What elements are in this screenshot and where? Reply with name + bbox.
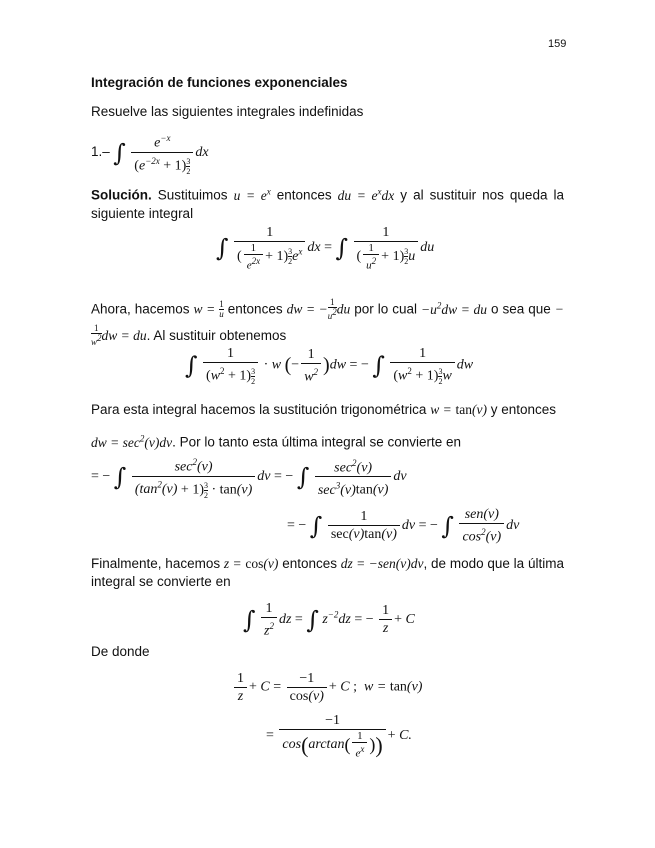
solution-text-1: Sustituimos <box>157 187 228 203</box>
equation-5: ∫ $\frac{1}{z^2}$ dz = ∫ $z^{-2}dz$ = − $\frac{1}{z}$ + C <box>243 601 415 639</box>
sub-u: $u = e^x$ <box>233 186 271 203</box>
section-heading: Integración de funciones exponenciales <box>91 75 348 90</box>
solution-paragraph <box>91 182 564 223</box>
equation-1: ∫ 1 ( $\frac{1}{e^{2x}}$ + 1) $\frac{3}{2}$ $e^x$ dx = ∫ 1 ( $\frac{1}{u^2}$ + 1) $\frac{3}{2}$ u du <box>216 225 435 272</box>
problem-label: 1.– <box>91 144 110 160</box>
paragraph-4: Finalmente, hacemos z = cos(v) entonces dz = −sen(v)dv, de modo que la última integral se convierte en <box>91 556 564 589</box>
solution-text-2: entonces <box>276 187 332 203</box>
sub-du: du = $e^xdx$ <box>337 186 395 203</box>
equation-7: = −1 cos(arctan( $\frac{1}{e^x}$ )) + C. <box>266 713 412 760</box>
instructions: Resuelve las siguientes integrales indefinidas <box>91 104 364 119</box>
problem-integral: 1.– ∫ $e^{-x}$ $(e^{-2x} + 1)$ $\frac{3}{2}$ dx <box>91 130 209 176</box>
equation-6: $\frac{1}{z}$ + C = $\frac{-1}{\cos(v)}$ + C ; w = tan(v) <box>232 670 422 705</box>
page-number: 159 <box>548 38 567 50</box>
equation-4: = − ∫ $\frac{1}{\sec(v)\tan(v)}$ dv = − ∫ $\frac{\text{sen(v)}}{\cos^2(v)}$ dv <box>287 507 520 545</box>
equation-2: ∫ 1 $(w^2 + 1)$ $\frac{3}{2}$ · w (− $\frac{1}{w^2}$ )dw = − ∫ 1 $(w^2 + 1)$ $\frac{3}{2}$ w dw <box>185 346 474 386</box>
solution-text-3: y al sustituir nos queda la siguiente integral <box>91 187 564 221</box>
solution-label: Solución. <box>91 187 152 203</box>
paragraph-3a: Para esta integral hacemos la sustitución trigonométrica w = tan(v) y entonces <box>91 402 556 417</box>
paragraph-3b: dw = $\sec^2(v)dv$. Por lo tanto esta última integral se convierte en <box>91 433 461 450</box>
de-donde: De donde <box>91 644 150 659</box>
equation-3: = − ∫ $\sec^2(v)$ $(\tan^2(v) + 1)$ $\frac{3}{2}$ · tan(v) dv = − ∫ $\frac{\sec^2(v)}{\sec^3(v)\tan(v)}$ dv <box>91 454 407 500</box>
paragraph-2: Ahora, hacemos w = $\frac{1}{u}$ entonces dw = − $\frac{1}{u^2}$ du por lo cual $-u^2dw$ = du o sea que − $\frac{1}{w^2}$ dw = du. Al sustituir obtenemos <box>91 297 564 348</box>
